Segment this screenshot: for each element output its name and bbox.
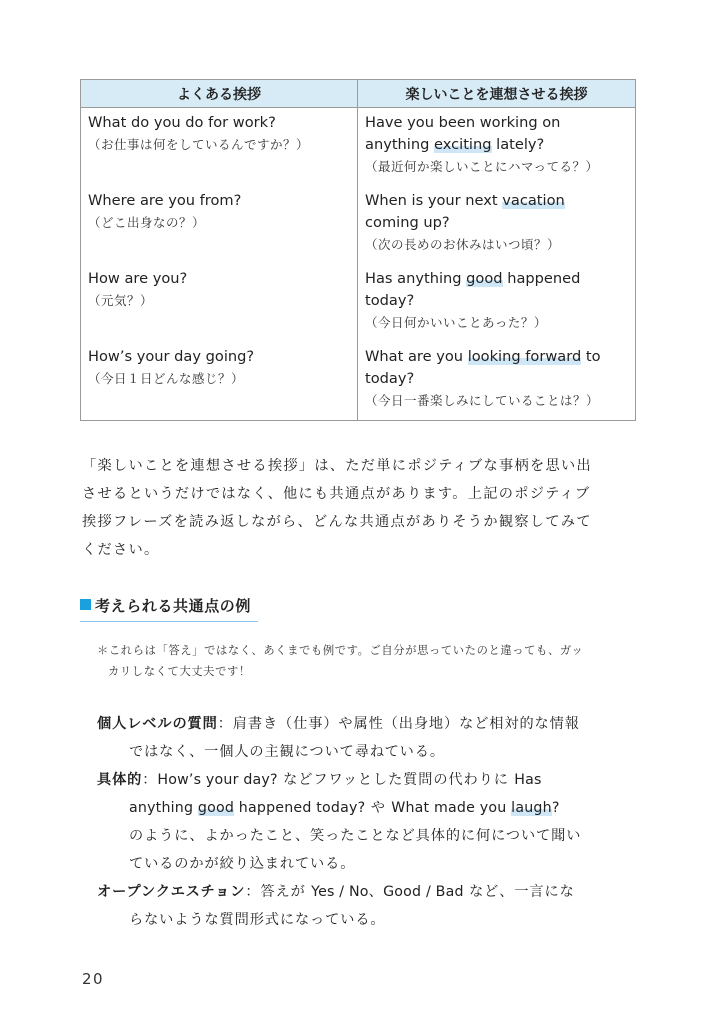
note-line: カリしなくて大丈夫です！ xyxy=(108,665,251,678)
text-span: ： xyxy=(142,772,158,788)
japanese-translation: （最近何か楽しいことにハマってる？） xyxy=(365,159,599,174)
table-cell-common xyxy=(81,108,358,187)
highlighted-word: looking forward xyxy=(467,348,582,365)
english-span: What made you xyxy=(391,800,512,816)
english-span: Yes / No、Good / Bad xyxy=(311,884,464,900)
text-span: Has anything xyxy=(365,270,467,287)
highlighted-word: exciting xyxy=(434,136,492,153)
japanese-translation: （今日何かいいことあった？） xyxy=(365,315,547,330)
point-label: 具体的 xyxy=(97,772,143,788)
english-phrase: How’s your day going? xyxy=(88,348,255,365)
text-span: や xyxy=(365,800,392,816)
point-line xyxy=(97,766,642,794)
table-row xyxy=(81,108,636,187)
japanese-translation: （今日１日どんな感じ？） xyxy=(88,371,245,386)
english-span: happened today? xyxy=(234,800,366,816)
body-paragraph xyxy=(82,452,638,564)
table-cell-common xyxy=(81,186,358,264)
point-line xyxy=(97,878,642,906)
point-line: ではなく、一個人の主観について尋ねている。 xyxy=(129,744,445,760)
english-phrase xyxy=(365,268,627,290)
point-label: 個人レベルの質問 xyxy=(97,716,218,732)
text-span: What are you xyxy=(365,348,468,365)
text-span: anything xyxy=(365,136,435,153)
table-header-row xyxy=(81,80,636,108)
paragraph-line: 「楽しいことを連想させる挨拶」は、ただ単にポジティブな事柄を思い出 xyxy=(82,458,592,474)
point-personal xyxy=(97,710,642,766)
english-span: ? xyxy=(551,800,560,816)
section-heading xyxy=(80,595,258,622)
table-row xyxy=(81,264,636,342)
english-span: How’s your day? xyxy=(157,772,278,788)
text-span: ：答えが xyxy=(245,884,312,900)
table-cell-fun xyxy=(358,186,636,264)
table-cell-common xyxy=(81,264,358,342)
point-specific xyxy=(97,766,642,878)
english-phrase: today? xyxy=(365,370,415,387)
english-span: anything xyxy=(129,800,198,816)
english-phrase: Where are you from? xyxy=(88,192,242,209)
text-span: to xyxy=(581,348,601,365)
japanese-translation: （お仕事は何をしているんですか？） xyxy=(88,137,310,152)
table-cell-fun xyxy=(358,342,636,421)
point-line: のように、よかったこと、笑ったことなど具体的に何について聞い xyxy=(129,828,582,844)
english-phrase xyxy=(365,134,627,156)
english-span: Has xyxy=(514,772,542,788)
paragraph-line: させるというだけではなく、他にも共通点があります。上記のポジティブ xyxy=(82,486,591,502)
english-phrase: coming up? xyxy=(365,214,450,231)
table-row xyxy=(81,186,636,264)
point-label: オープンクエスチョン xyxy=(97,884,246,900)
highlighted-word: vacation xyxy=(502,192,565,209)
highlighted-word: good xyxy=(466,270,503,287)
point-line: らないような質問形式になっている。 xyxy=(129,912,386,928)
english-phrase: How are you? xyxy=(88,270,188,287)
point-open-question xyxy=(97,878,642,934)
point-line: ているのかが絞り込まれている。 xyxy=(129,856,356,872)
highlighted-word: laugh xyxy=(511,800,552,816)
table-header-common: よくある挨拶 xyxy=(81,80,358,108)
text-span: happened xyxy=(502,270,581,287)
table-cell-fun xyxy=(358,108,636,187)
greetings-table xyxy=(80,79,636,421)
text-span: など、一言にな xyxy=(463,884,575,900)
japanese-translation: （どこ出身なの？） xyxy=(88,215,206,230)
text-span: lately? xyxy=(491,136,545,153)
table-row xyxy=(81,342,636,421)
english-phrase: today? xyxy=(365,292,415,309)
english-phrase xyxy=(365,346,627,368)
text-span: ：肩書き（仕事）や属性（出身地）など相対的な情報 xyxy=(217,716,580,732)
square-bullet-icon xyxy=(80,599,91,610)
footnote xyxy=(97,640,642,682)
note-line: ＊これらは「答え」ではなく、あくまでも例です。ご自分が思っていたのと違っても、ガッ xyxy=(97,644,584,657)
japanese-translation: （次の長めのお休みはいつ頃？） xyxy=(365,237,561,252)
japanese-translation: （元気？） xyxy=(88,293,154,308)
table-cell-common xyxy=(81,342,358,421)
section-title: 考えられる共通点の例 xyxy=(95,597,252,615)
english-phrase: What do you do for work? xyxy=(88,114,276,131)
point-line xyxy=(97,710,642,738)
text-span: などフワッとした質問の代わりに xyxy=(277,772,515,788)
paragraph-line: ください。 xyxy=(82,542,160,558)
japanese-translation: （今日一番楽しみにしていることは？） xyxy=(365,393,600,408)
point-line xyxy=(97,794,642,822)
english-phrase xyxy=(365,190,627,212)
text-span: When is your next xyxy=(365,192,503,209)
english-phrase: Have you been working on xyxy=(365,114,561,131)
paragraph-line: 挨拶フレーズを読み返しながら、どんな共通点がありそうか観察してみて xyxy=(82,514,592,530)
highlighted-word: good xyxy=(197,800,235,816)
table-header-fun: 楽しいことを連想させる挨拶 xyxy=(358,80,636,108)
page-number: 20 xyxy=(82,970,105,988)
table-cell-fun xyxy=(358,264,636,342)
